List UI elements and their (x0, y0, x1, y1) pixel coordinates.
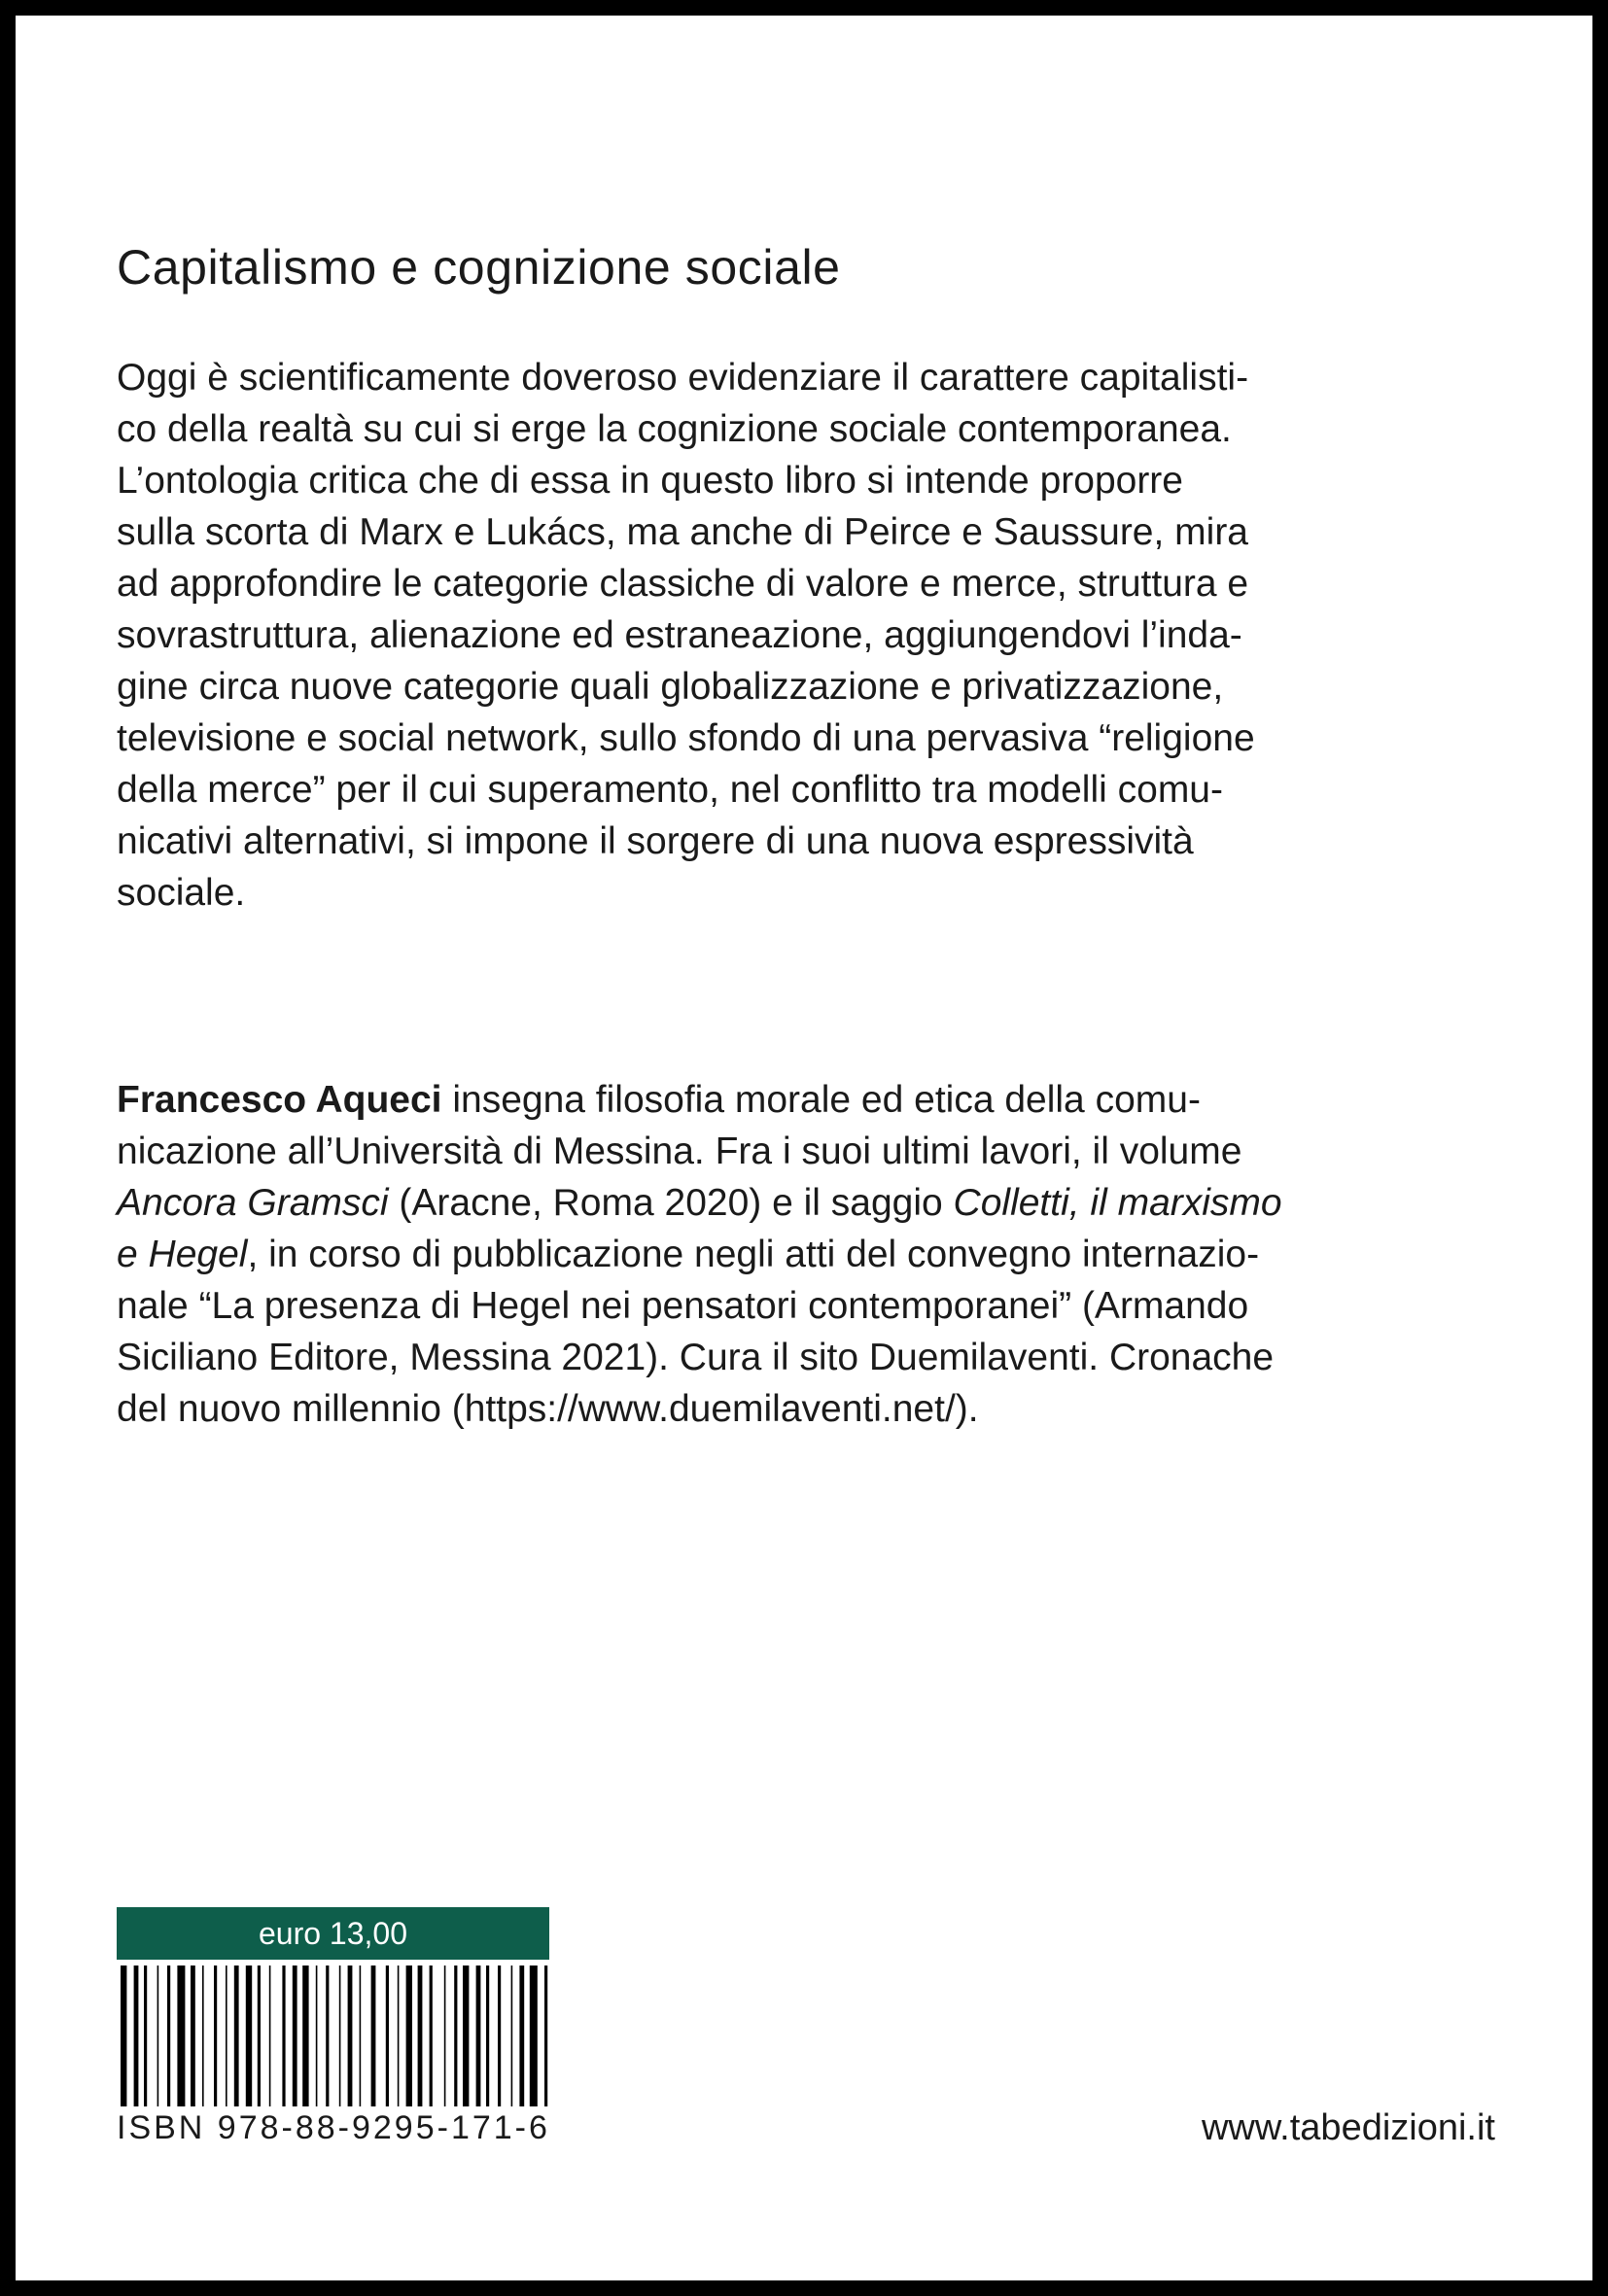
barcode-bar (157, 1966, 159, 2106)
barcode-bar (360, 1966, 362, 2106)
bio-line (117, 1177, 1458, 1229)
barcode-bar (144, 1966, 147, 2106)
barcode-bar (339, 1966, 341, 2106)
barcode-bar (398, 1966, 400, 2106)
barcode-bar (519, 1966, 524, 2106)
bio-text: (Aracne, Roma 2020) e il saggio (388, 1182, 954, 1224)
barcode-bar (430, 1966, 433, 2106)
barcode-bar (544, 1966, 547, 2106)
description-line: sovrastruttura, alienazione ed estraneazione, aggiungendovi l’inda- (117, 614, 1242, 656)
barcode-bar (302, 1966, 308, 2106)
author-name: Francesco Aqueci (117, 1079, 442, 1121)
barcode-bar (202, 1966, 204, 2106)
barcode-bar (511, 1966, 513, 2106)
bio-line: nale “La presenza di Hegel nei pensatori contemporanei” (Armando (117, 1285, 1249, 1327)
bio-line (117, 1229, 1458, 1280)
barcode-bar (234, 1966, 239, 2106)
barcode-bar (406, 1966, 412, 2106)
barcode-bar (476, 1966, 481, 2106)
description-line: gine circa nuove categorie quali globalizzazione e privatizzazione, (117, 666, 1224, 708)
barcode-bar (463, 1966, 469, 2106)
barcode-bar (269, 1966, 271, 2106)
barcode-bar (486, 1966, 489, 2106)
barcode-bar (191, 1966, 195, 2106)
barcode-bar (177, 1966, 185, 2106)
barcode-bar (371, 1966, 376, 2106)
description-line: Oggi è scientificamente doveroso evidenziare il carattere capitalisti- (117, 357, 1249, 399)
barcode-bar (498, 1966, 501, 2106)
description-line: sulla scorta di Marx e Lukács, ma anche di Peirce e Saussure, mira (117, 511, 1249, 553)
barcode-bar (282, 1966, 285, 2106)
description-line: televisione e social network, sullo sfondo di una pervasiva “religione (117, 717, 1255, 759)
bio-line (117, 1074, 1458, 1126)
price-label: euro 13,00 (117, 1907, 549, 1960)
barcode-bar (258, 1966, 261, 2106)
barcode-bar (167, 1966, 170, 2106)
description-line: ad approfondire le categorie classiche di valore e merce, struttura e (117, 563, 1249, 605)
work-title: e Hegel (117, 1234, 248, 1275)
bio-line: Siciliano Editore, Messina 2021). Cura il sito Duemilaventi. Cronache (117, 1337, 1275, 1378)
barcode-bar (348, 1966, 353, 2106)
bio-text: , in corso di pubblicazione negli atti del convegno internazio- (247, 1234, 1260, 1275)
work-title: Colletti, il marxismo (953, 1182, 1282, 1224)
barcode-bar (293, 1966, 297, 2106)
description-line: sociale. (117, 872, 246, 914)
bio-line: del nuovo millennio (https://www.duemilaventi.net/). (117, 1388, 979, 1430)
barcode-bar (121, 1966, 126, 2106)
description-line: della merce” per il cui superamento, nel conflitto tra modelli comu- (117, 769, 1223, 811)
barcode-bar (246, 1966, 252, 2106)
barcode-bar (386, 1966, 389, 2106)
bio-text: insegna filosofia morale ed etica della comu- (441, 1079, 1201, 1121)
barcode-bar (326, 1966, 329, 2106)
bio-line: nicazione all’Università di Messina. Fra i suoi ultimi lavori, il volume (117, 1131, 1242, 1172)
barcode-bar (214, 1966, 217, 2106)
barcode-icon (117, 1966, 549, 2121)
description-line: nicativi alternativi, si impone il sorgere di una nuova espressività (117, 820, 1194, 862)
book-title: Capitalismo e cognizione sociale (117, 240, 841, 295)
publisher-website: www.tabedizioni.it (1201, 2107, 1495, 2148)
barcode-bar (316, 1966, 318, 2106)
barcode-bar (226, 1966, 227, 2106)
description-line: co della realtà su cui si erge la cognizione sociale contemporanea. (117, 408, 1232, 450)
description-line: L’ontologia critica che di essa in questo libro si intende proporre (117, 460, 1183, 502)
barcode-bar (444, 1966, 446, 2106)
barcode-bar (454, 1966, 457, 2106)
barcode-bar (418, 1966, 423, 2106)
author-bio (117, 1074, 1458, 1435)
barcode-bar (530, 1966, 538, 2106)
book-description (117, 352, 1458, 919)
isbn-number: ISBN 978-88-9295-171-6 (117, 2109, 550, 2146)
work-title: Ancora Gramsci (117, 1182, 389, 1224)
barcode-bar (134, 1966, 139, 2106)
